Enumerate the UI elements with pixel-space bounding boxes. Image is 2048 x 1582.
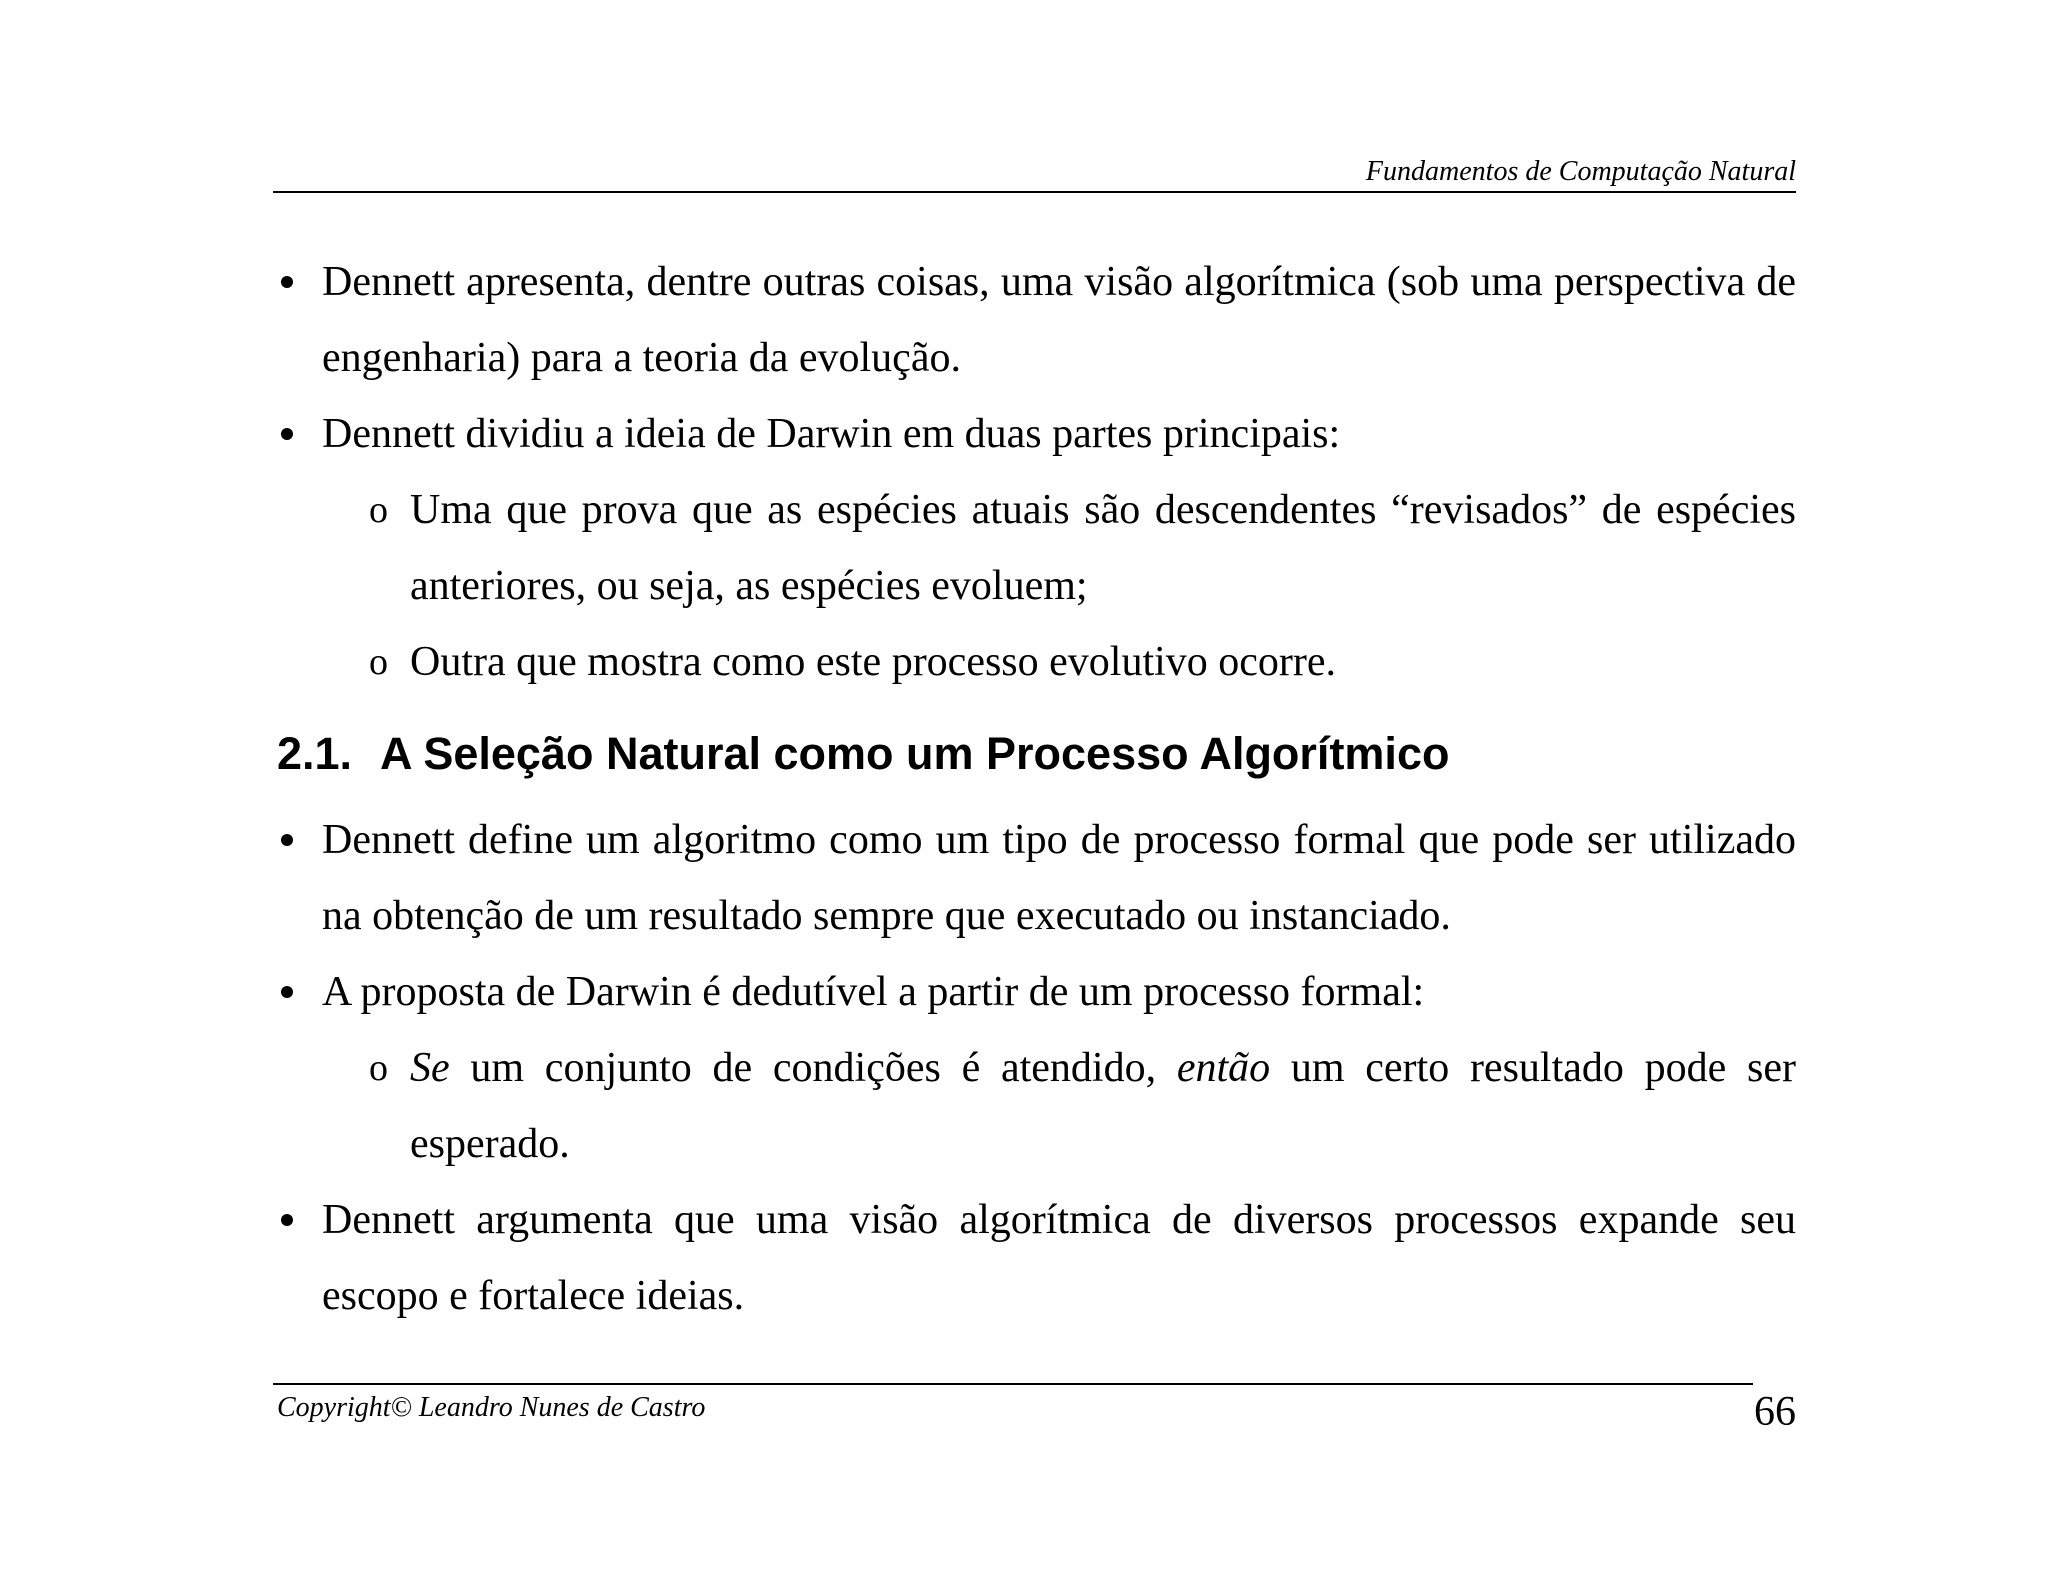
sub-list-item	[273, 1030, 1796, 1182]
sub-bullet-text-part: um conjunto de condições é atendido,	[449, 1045, 1177, 1091]
list-item	[273, 954, 1796, 1030]
page-body	[273, 244, 1796, 1334]
sub-list-item	[273, 624, 1796, 700]
bullet-text: Dennett define um algoritmo como um tipo de processo formal que pode ser utilizado na obtenção de um resultado sempre que executado ou instanciado.	[322, 817, 1796, 939]
intro-bullet-list	[273, 244, 1796, 472]
sub-bullet-text: Outra que mostra como este processo evolutivo ocorre.	[410, 639, 1337, 685]
sub-list-item	[273, 472, 1796, 624]
running-header-title: Fundamentos de Computação Natural	[1365, 156, 1796, 187]
bullet-text: A proposta de Darwin é dedutível a partir de um processo formal:	[322, 969, 1425, 1015]
emphasis-then: então	[1176, 1045, 1271, 1091]
list-item	[273, 396, 1796, 472]
bullet-text: Dennett apresenta, dentre outras coisas, uma visão algorítmica (sob uma perspectiva de engenharia) para a teoria da evolução.	[322, 259, 1796, 381]
sub-bullet-text-part: um certo resultado pode ser esperado.	[410, 1045, 1796, 1167]
sub-bullet-text: Uma que prova que as espécies atuais são descendentes “revisados” de espécies anteriores, ou seja, as espécies evoluem;	[410, 487, 1796, 609]
section-heading	[277, 726, 1796, 782]
hollow-circle-bullet-icon: o	[369, 1047, 388, 1089]
section-number: 2.1.	[277, 728, 353, 779]
bullet-text: Dennett dividiu a ideia de Darwin em duas partes principais:	[322, 411, 1341, 457]
header-divider	[273, 191, 1796, 193]
sub-bullet-text	[410, 1045, 1796, 1167]
hollow-circle-bullet-icon: o	[369, 641, 388, 683]
bullet-text: Dennett argumenta que uma visão algorítmica de diversos processos expande seu escopo e fortalece ideias.	[322, 1197, 1796, 1319]
section-bullet-list-continued	[273, 1182, 1796, 1334]
footer-divider	[273, 1383, 1753, 1385]
section-sub-bullet-list	[273, 1030, 1796, 1182]
emphasis-if: Se	[410, 1045, 450, 1091]
hollow-circle-bullet-icon: o	[369, 489, 388, 531]
section-title: A Seleção Natural como um Processo Algorítmico	[380, 728, 1450, 779]
footer-copyright: Copyright© Leandro Nunes de Castro	[277, 1392, 706, 1423]
section-bullet-list	[273, 802, 1796, 1030]
list-item	[273, 1182, 1796, 1334]
intro-sub-bullet-list	[273, 472, 1796, 700]
page-number: 66	[1754, 1389, 1796, 1435]
list-item	[273, 802, 1796, 954]
list-item	[273, 244, 1796, 396]
